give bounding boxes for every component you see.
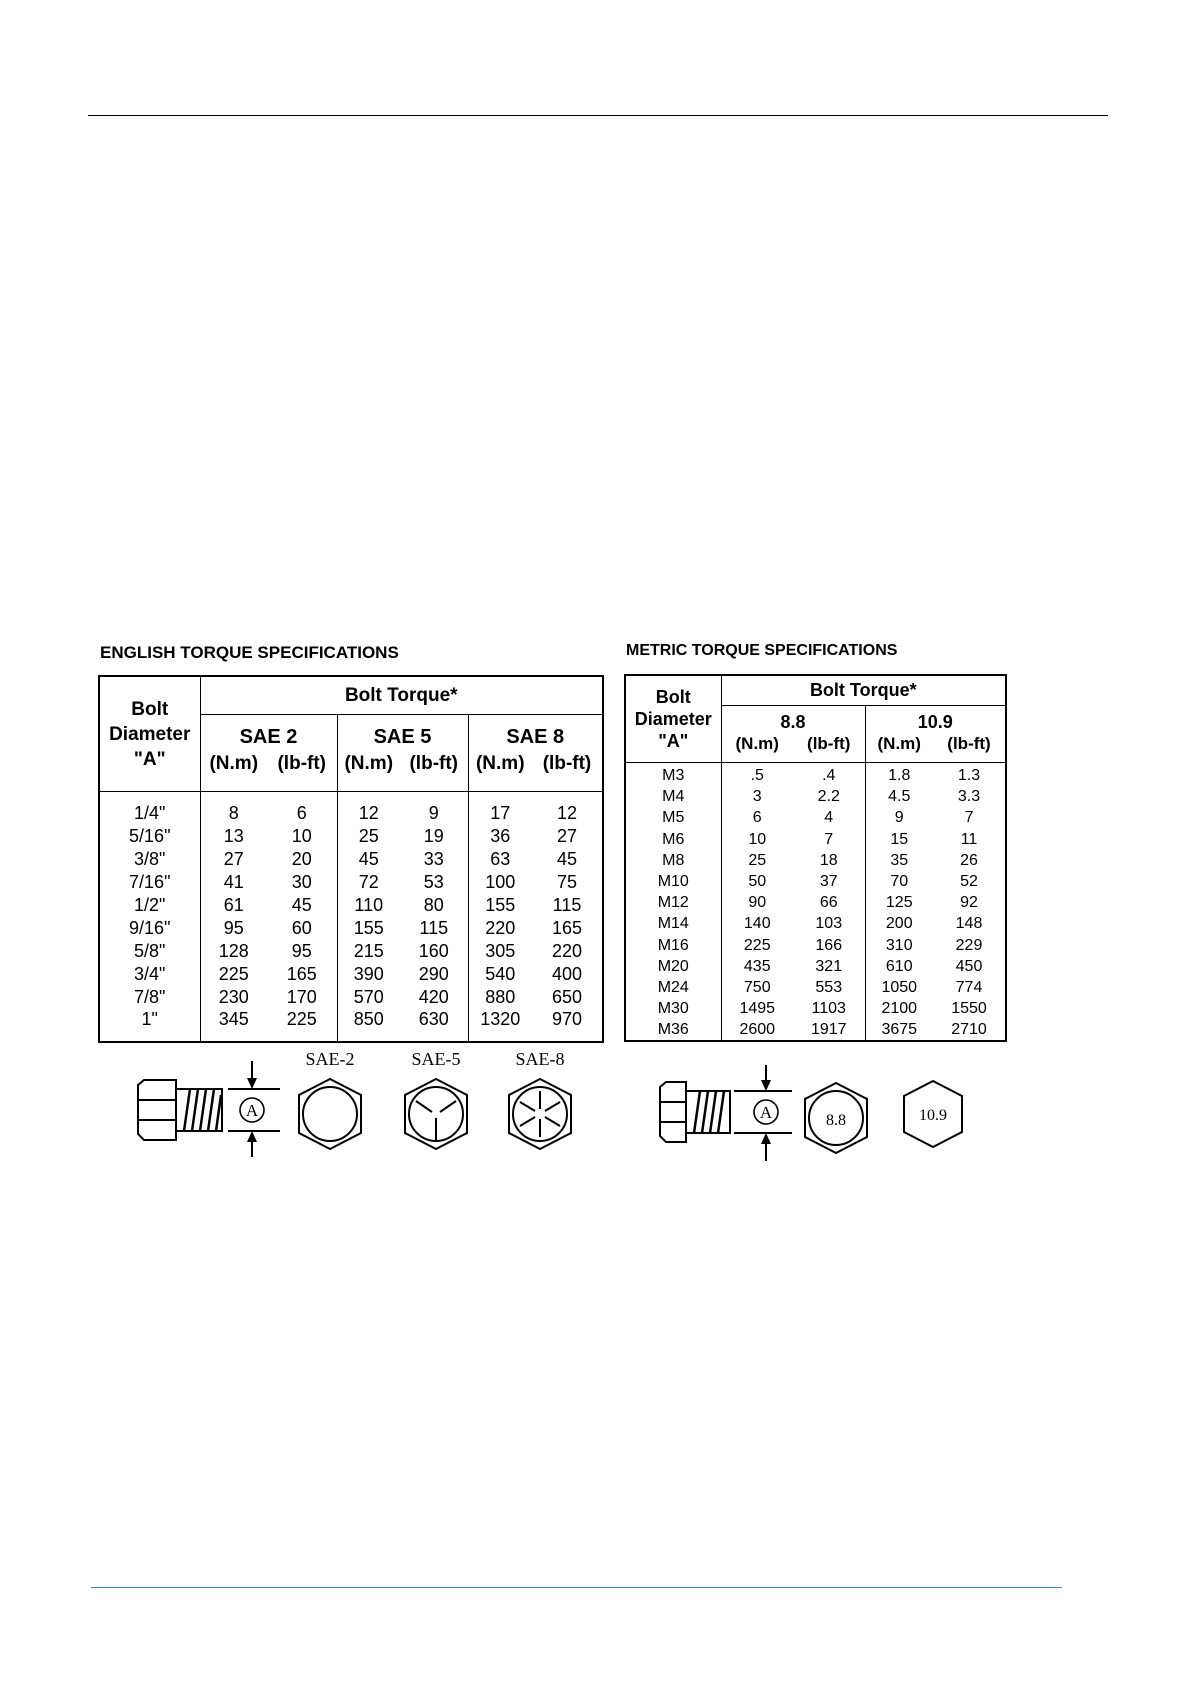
bolt-size-cell: 3/4" [134,963,166,984]
torque-value-cell: 4 [824,809,834,827]
torque-value-cell: 27 [200,848,267,871]
torque-value-cell: 305 [468,939,532,962]
torque-value-cell: 25 [337,825,400,848]
torque-value-cell: 66 [819,894,838,912]
table-row [99,916,603,939]
footer-rule [91,1587,1062,1588]
sae-5-label: SAE-5 [411,1049,461,1069]
dimension-arrow-icon [761,1133,771,1144]
torque-value-cell: 10 [291,826,312,847]
torque-value-cell: 148 [955,915,983,933]
torque-value-cell: 650 [551,986,583,1007]
english-torque-table [98,675,604,1043]
unit-header: (lb-ft) [793,734,865,763]
unit-header: (lb-ft) [532,753,603,792]
metric-torque-title: METRIC TORQUE SPECIFICATIONS [626,642,898,659]
bolt-size-cell: M12 [657,894,689,912]
torque-value-cell: 33 [423,849,444,870]
torque-value-cell: 165 [286,963,317,984]
torque-value-cell: 17 [468,792,532,825]
torque-value-cell: 115 [419,917,449,938]
bolt-size-cell: 5/16" [129,826,171,847]
bolt-thread-shape [694,1091,724,1133]
grade-8-8-label: 8.8 [826,1112,846,1129]
torque-value-cell: .5 [721,763,793,787]
bolt-size-cell: 7/16" [129,872,171,893]
torque-value-cell: 420 [418,986,449,1007]
grade-header: 10.9 [865,706,1006,735]
torque-value-cell: 1320 [468,1008,532,1042]
torque-value-cell: 12 [337,792,400,825]
unit-header: (N.m) [337,753,400,792]
torque-value-cell: 19 [423,826,444,847]
torque-value-cell: 3.3 [957,788,981,806]
torque-value-cell: 155 [468,894,532,917]
bolt-size-cell: M30 [657,1000,689,1018]
torque-value-cell: 60 [291,917,312,938]
torque-value-cell: 9 [428,803,439,824]
torque-value-cell: 155 [337,916,400,939]
torque-value-cell: 229 [955,936,983,954]
torque-value-cell: 140 [721,913,793,934]
metric-torque-table [624,674,1007,1042]
torque-value-cell: 20 [291,849,312,870]
english-table-body [99,792,603,1042]
unit-header: (N.m) [200,753,267,792]
torque-value-cell: 36 [468,825,532,848]
unit-header: (N.m) [721,734,793,763]
torque-value-cell: 165 [551,917,583,938]
sae-8-head-icon [509,1079,571,1149]
bolt-torque-header: Bolt Torque* [721,675,1006,706]
torque-value-cell: 230 [200,985,267,1008]
torque-value-cell: 35 [865,850,933,871]
torque-value-cell: 225 [286,1009,317,1030]
table-row [625,807,1006,828]
bolt-diameter-header: Bolt Diameter "A" [625,675,721,763]
bolt-thread-shape [184,1089,221,1131]
header-rule [88,115,1108,116]
table-row [99,985,603,1008]
torque-value-cell: 220 [551,940,583,961]
torque-value-cell: 53 [423,872,444,893]
torque-value-cell: 37 [819,873,838,891]
torque-value-cell: 25 [721,850,793,871]
torque-value-cell: 18 [819,851,838,869]
torque-value-cell: 92 [960,894,978,912]
table-row [625,871,1006,892]
torque-value-cell: 6 [296,803,307,824]
table-row [625,892,1006,913]
torque-value-cell: 1.3 [957,767,981,785]
torque-value-cell: 290 [418,963,449,984]
torque-value-cell: 750 [721,977,793,998]
sae-2-label: SAE-2 [305,1049,355,1069]
torque-value-cell: 225 [721,935,793,956]
torque-value-cell: 166 [815,936,843,954]
torque-value-cell: 30 [291,872,312,893]
torque-value-cell: 540 [468,962,532,985]
torque-value-cell: 26 [960,851,978,869]
bolt-size-cell: M16 [657,936,689,954]
bolt-size-cell: 7/8" [134,986,166,1007]
grade-header: SAE 5 [337,715,468,754]
table-row [625,977,1006,998]
torque-value-cell: 13 [200,825,267,848]
dimension-arrow-icon [247,1078,257,1089]
torque-value-cell: 170 [286,986,317,1007]
torque-value-cell: 52 [960,873,978,891]
bolt-size-cell: 1" [141,1009,158,1030]
torque-value-cell: 103 [815,915,843,933]
torque-value-cell: 27 [556,826,578,847]
unit-header: (N.m) [865,734,933,763]
bolt-diameter-header: Bolt Diameter "A" [99,676,200,792]
torque-value-cell: 850 [337,1008,400,1042]
table-row [99,962,603,985]
sae-2-head-icon [299,1079,361,1149]
torque-value-cell: 128 [200,939,267,962]
torque-value-cell: 2.2 [817,788,840,806]
torque-value-cell: 1.8 [865,763,933,787]
bolt-shank-shape [176,1089,222,1131]
bolt-head-shape [138,1080,176,1140]
bolt-size-cell: 9/16" [129,917,171,938]
torque-value-cell: 8 [200,792,267,825]
torque-value-cell: 570 [337,985,400,1008]
table-row [625,850,1006,871]
torque-value-cell: 3 [721,786,793,807]
torque-value-cell: 70 [865,871,933,892]
bolt-size-cell: M14 [657,915,689,933]
table-row [625,913,1006,934]
torque-value-cell: 45 [291,895,312,915]
table-row [99,871,603,894]
torque-value-cell: 345 [200,1008,267,1042]
table-row [625,763,1006,787]
torque-value-cell: 7 [964,809,974,827]
torque-value-cell: 215 [337,939,400,962]
torque-value-cell: 12 [556,803,578,824]
torque-value-cell: 110 [337,894,400,917]
table-row [625,956,1006,977]
unit-header: (N.m) [468,753,532,792]
torque-value-cell: 880 [468,985,532,1008]
bolt-size-cell: 5/8" [134,940,166,961]
torque-value-cell: 400 [551,963,583,984]
torque-value-cell: 100 [468,871,532,894]
torque-value-cell: 45 [337,848,400,871]
bolt-size-cell: M6 [662,830,685,848]
dimension-arrow-icon [761,1080,771,1091]
torque-value-cell: 9 [865,807,933,828]
torque-value-cell: 95 [200,916,267,939]
bolt-size-cell: M3 [662,767,685,785]
torque-value-cell: 200 [865,913,933,934]
unit-header: (lb-ft) [400,753,468,792]
torque-value-cell: 45 [556,849,578,870]
table-row [625,1019,1006,1041]
torque-value-cell: 80 [423,895,444,915]
torque-value-cell: 970 [551,1009,583,1030]
dimension-a-label: A [245,1101,259,1120]
torque-value-cell: 4.5 [865,786,933,807]
torque-value-cell: 115 [552,895,582,915]
torque-value-cell: 610 [865,956,933,977]
torque-value-cell: 15 [865,829,933,850]
torque-value-cell: 7 [824,830,834,848]
grade-header: SAE 8 [468,715,603,754]
dimension-a-label: A [759,1103,773,1122]
torque-value-cell: 3675 [865,1019,933,1041]
torque-value-cell: 95 [291,940,312,961]
table-row [99,848,603,871]
torque-value-cell: 6 [721,807,793,828]
torque-value-cell: 1917 [810,1021,847,1039]
torque-value-cell: 41 [200,871,267,894]
torque-value-cell: 1495 [721,998,793,1019]
bolt-size-cell: M20 [657,957,689,975]
table-row [625,786,1006,807]
torque-value-cell: 2710 [951,1021,987,1039]
torque-value-cell: 2600 [721,1019,793,1041]
bolt-size-cell: 1/2" [134,895,166,915]
torque-value-cell: 90 [721,892,793,913]
torque-value-cell: 2100 [865,998,933,1019]
metric-table-body [625,763,1006,1042]
torque-value-cell: 1103 [811,1000,846,1018]
torque-value-cell: 75 [556,872,578,893]
table-row [99,1008,603,1042]
table-row [625,998,1006,1019]
bolt-size-cell: 3/8" [134,849,166,870]
torque-value-cell: 1050 [865,977,933,998]
bolt-size-cell: M4 [662,788,685,806]
table-row [99,825,603,848]
bolt-size-cell: M5 [662,809,685,827]
table-row [99,894,603,917]
torque-value-cell: 72 [337,871,400,894]
torque-value-cell: 774 [955,978,983,996]
unit-header: (lb-ft) [933,734,1006,763]
torque-value-cell: 553 [815,978,843,996]
torque-value-cell: 220 [468,916,532,939]
torque-value-cell: 11 [960,830,978,848]
bolt-torque-header: Bolt Torque* [200,676,603,715]
metric-bolt-diagram [650,1045,1010,1155]
torque-value-cell: 321 [815,957,843,975]
table-row [99,939,603,962]
grade-header: 8.8 [721,706,865,735]
dimension-arrow-icon [247,1131,257,1142]
table-row [625,829,1006,850]
bolt-size-cell: 1/4" [134,803,166,824]
bolt-head-shape [660,1082,686,1142]
torque-value-cell: 61 [200,894,267,917]
sae-8-label: SAE-8 [515,1049,565,1069]
torque-value-cell: 63 [468,848,532,871]
torque-value-cell: 160 [418,940,449,961]
bolt-size-cell: M24 [657,978,689,996]
torque-value-cell: .4 [822,767,836,785]
table-row [99,792,603,825]
bolt-size-cell: M8 [662,851,685,869]
table-row [625,935,1006,956]
sae-5-head-icon [405,1079,467,1149]
bolt-size-cell: M36 [657,1021,689,1039]
torque-value-cell: 225 [200,962,267,985]
grade-header: SAE 2 [200,715,337,754]
english-bolt-diagram [130,1045,610,1155]
torque-value-cell: 1550 [951,1000,987,1018]
unit-header: (lb-ft) [267,753,337,792]
torque-value-cell: 450 [955,957,983,975]
torque-value-cell: 310 [865,935,933,956]
torque-value-cell: 630 [418,1009,449,1030]
torque-value-cell: 10 [721,829,793,850]
torque-value-cell: 50 [721,871,793,892]
grade-10-9-label: 10.9 [919,1107,947,1124]
bolt-size-cell: M10 [657,873,689,891]
english-torque-title: ENGLISH TORQUE SPECIFICATIONS [100,643,399,662]
torque-value-cell: 435 [721,956,793,977]
torque-value-cell: 125 [865,892,933,913]
torque-value-cell: 390 [337,962,400,985]
